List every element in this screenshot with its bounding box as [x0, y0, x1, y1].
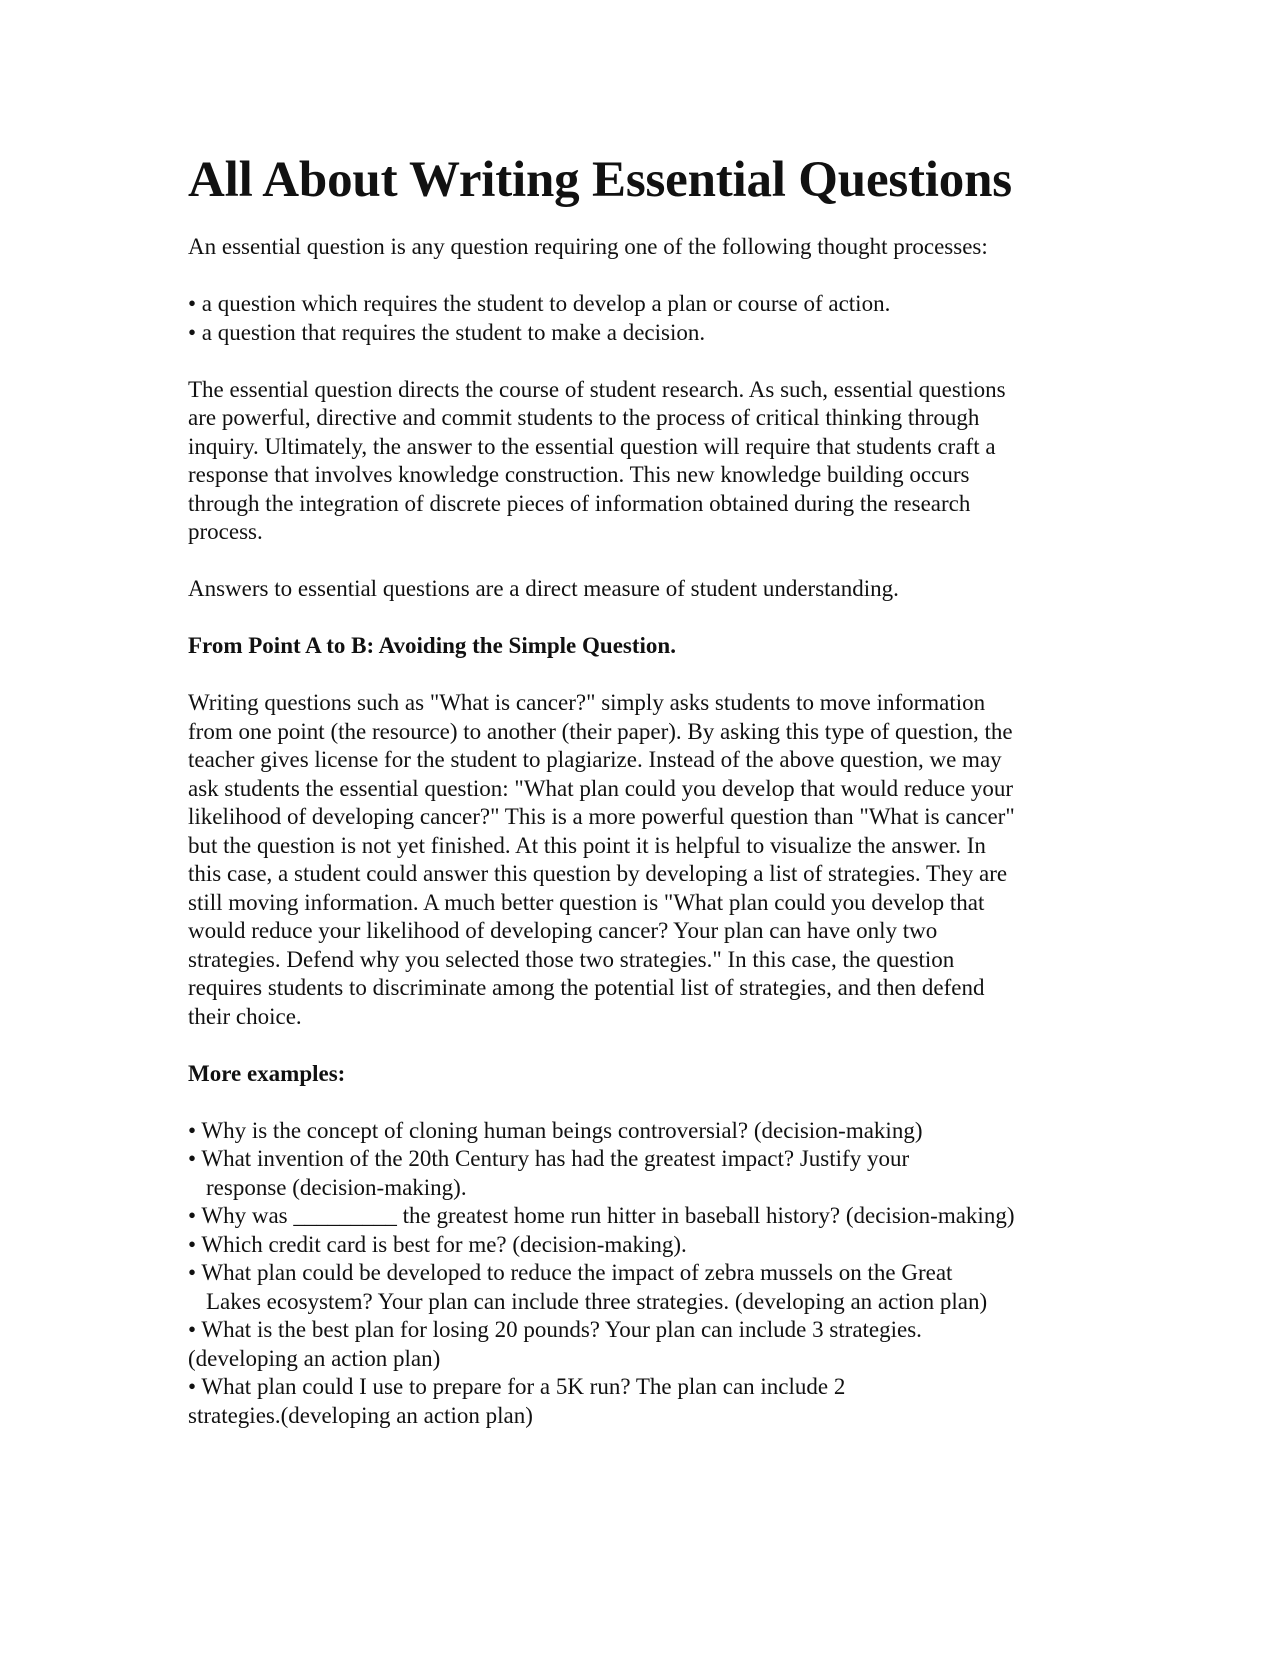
intro-text: An essential question is any question requiring one of the following thought processes:	[188, 234, 988, 259]
document-page	[188, 150, 1088, 1430]
list-item: • Why was _________ the greatest home run hitter in baseball history? (decision-making)	[188, 1203, 1015, 1228]
text-line: ask students the essential question: "What plan could you develop that would reduce your	[188, 775, 1014, 801]
spacer	[188, 1031, 1088, 1060]
spacer	[188, 604, 1088, 633]
spacer	[188, 661, 1088, 690]
text-line: response that involves knowledge construction. This new knowledge building occurs	[188, 462, 970, 487]
text-line: still moving information. A much better question is "What plan could you develop that	[188, 889, 985, 915]
spacer	[188, 547, 1088, 576]
list-item-continuation: (developing an action plan)	[188, 1345, 441, 1371]
text-line: teacher gives license for the student to plagiarize. Instead of the above question, we may	[188, 747, 1002, 772]
list-item: • a question which requires the student to develop a plan or course of action.	[188, 291, 891, 316]
paragraph-research	[188, 376, 1088, 547]
list-item: • What is the best plan for losing 20 pounds? Your plan can include 3 strategies.	[188, 1317, 922, 1342]
spacer	[188, 347, 1088, 376]
list-item: • What plan could I use to prepare for a 5K run? The plan can include 2	[188, 1374, 846, 1399]
list-item-continuation: response (decision-making).	[206, 1174, 467, 1200]
text-line: this case, a student could answer this question by developing a list of strategies. They are	[188, 861, 1008, 886]
text-line: strategies. Defend why you selected those two strategies." In this case, the question	[188, 946, 955, 972]
examples-list	[188, 1117, 1088, 1431]
page-title: All About Writing Essential Questions	[188, 152, 1012, 208]
text-line: their choice.	[188, 1003, 302, 1029]
paragraph-simple-question	[188, 689, 1088, 1031]
text-line: The essential question directs the course of student research. As such, essential questions	[188, 376, 1006, 402]
list-item-continuation: Lakes ecosystem? Your plan can include three strategies. (developing an action plan)	[206, 1288, 988, 1314]
text-line: process.	[188, 519, 263, 544]
text-line: inquiry. Ultimately, the answer to the essential question will require that students craft a	[188, 433, 996, 459]
spacer	[188, 1088, 1088, 1117]
text-line: Writing questions such as "What is cancer?" simply asks students to move information	[188, 690, 986, 715]
list-item: • Which credit card is best for me? (decision-making).	[188, 1231, 687, 1257]
list-item: • Why is the concept of cloning human beings controversial? (decision-making)	[188, 1117, 923, 1143]
text-line: from one point (the resource) to another (their paper). By asking this type of question, the	[188, 718, 1013, 744]
text-line: likelihood of developing cancer?" This is a more powerful question than "What is cancer"	[188, 804, 1015, 829]
text-line: requires students to discriminate among the potential list of strategies, and then defend	[188, 975, 985, 1000]
list-item-continuation: strategies.(developing an action plan)	[188, 1402, 533, 1428]
text-line: through the integration of discrete pieces of information obtained during the research	[188, 490, 971, 516]
paragraph-answers: Answers to essential questions are a direct measure of student understanding.	[188, 576, 899, 601]
list-item: • a question that requires the student to make a decision.	[188, 319, 706, 345]
list-item: • What invention of the 20th Century has had the greatest impact? Justify your	[188, 1146, 910, 1171]
section-heading: From Point A to B: Avoiding the Simple Question.	[188, 633, 676, 658]
section-heading: More examples:	[188, 1060, 346, 1086]
spacer	[188, 262, 1088, 291]
text-line: would reduce your likelihood of developing cancer? Your plan can have only two	[188, 918, 938, 943]
text-line: but the question is not yet finished. At this point it is helpful to visualize the answer. In	[188, 832, 986, 858]
text-line: are powerful, directive and commit students to the process of critical thinking through	[188, 405, 980, 430]
list-item: • What plan could be developed to reduce the impact of zebra mussels on the Great	[188, 1260, 953, 1285]
